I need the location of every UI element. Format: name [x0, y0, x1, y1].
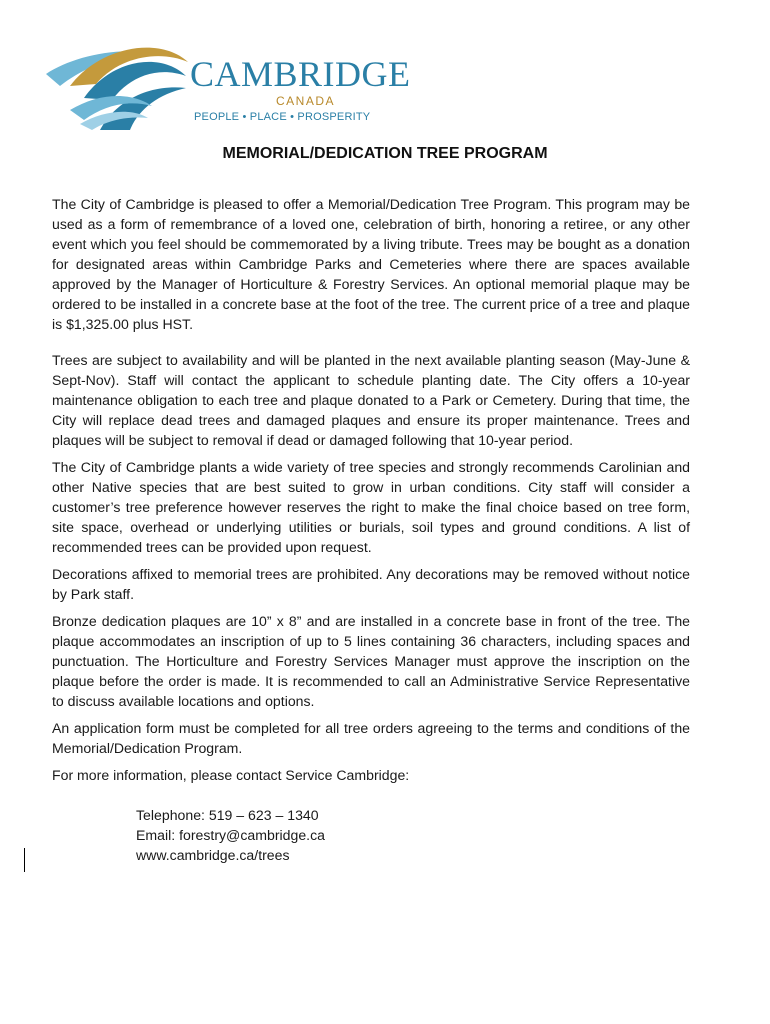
paragraph-decorations: Decorations affixed to memorial trees are prohibited. Any decorations may be removed without notice by Park staff.: [52, 566, 690, 602]
paragraph-species: The City of Cambridge plants a wide variety of tree species and strongly recommends Carolinian and other Native species that are best suited to grow in urban conditions. City staff will consider a customer’s tree preference however reserves the right to make the final choice based on tree form, site space, overhead or underlying utilities or burials, soil types and ground conditions. A list of recommended trees can be provided upon request.: [52, 459, 690, 555]
logo-wordmark: CAMBRIDGE: [190, 54, 411, 94]
contact-telephone: Telephone: 519 – 623 – 1340: [136, 807, 319, 823]
paragraph-application: An application form must be completed for all tree orders agreeing to the terms and conditions of the Memorial/Dedication Program.: [52, 720, 690, 756]
contact-block: [136, 805, 690, 865]
contact-email[interactable]: Email: forestry@cambridge.ca: [136, 827, 325, 843]
logo-swoosh-icon: [40, 40, 190, 132]
logo-tagline: PEOPLE • PLACE • PROSPERITY: [194, 111, 371, 123]
contact-website[interactable]: www.cambridge.ca/trees: [136, 847, 290, 863]
paragraph-plaques: Bronze dedication plaques are 10” x 8” and are installed in a concrete base in front of the tree. The plaque accommodates an inscription of up to 5 lines containing 36 characters, including spaces and punctuation. The Horticulture and Forestry Services Manager must approve the inscription on the plaque before the order is made. It is recommended to call an Administrative Service Representative to discuss available locations and options.: [52, 613, 690, 709]
paragraph-intro: The City of Cambridge is pleased to offer a Memorial/Dedication Tree Program. This program may be used as a form of remembrance of a loved one, celebration of birth, honoring a retiree, or any other event which you feel should be commemorated by a living tribute. Trees may be bought as a donation for designated areas within Cambridge Parks and Cemeteries where there are spaces available approved by the Manager of Horticulture & Forestry Services. An optional memorial plaque may be ordered to be installed in a concrete base at the foot of the tree. The current price of a tree and plaque is $1,325.00 plus HST.: [52, 196, 690, 332]
document-body: [52, 194, 690, 865]
text-cursor: [24, 848, 25, 872]
paragraph-availability: Trees are subject to availability and will be planted in the next available planting season (May-June & Sept-Nov). Staff will contact the applicant to schedule planting date. The City offers a 10-year maintenance obligation to each tree and plaque donated to a Park or Cemetery. During that time, the City will replace dead trees and damaged plaques and ensure its proper maintenance. Trees and plaques will be subject to removal if dead or damaged following that 10-year period.: [52, 352, 690, 448]
cambridge-logo: [40, 40, 411, 130]
logo-country: CANADA: [276, 94, 336, 108]
paragraph-contact-intro: For more information, please contact Service Cambridge:: [52, 767, 410, 783]
page-title: MEMORIAL/DEDICATION TREE PROGRAM: [222, 145, 548, 162]
